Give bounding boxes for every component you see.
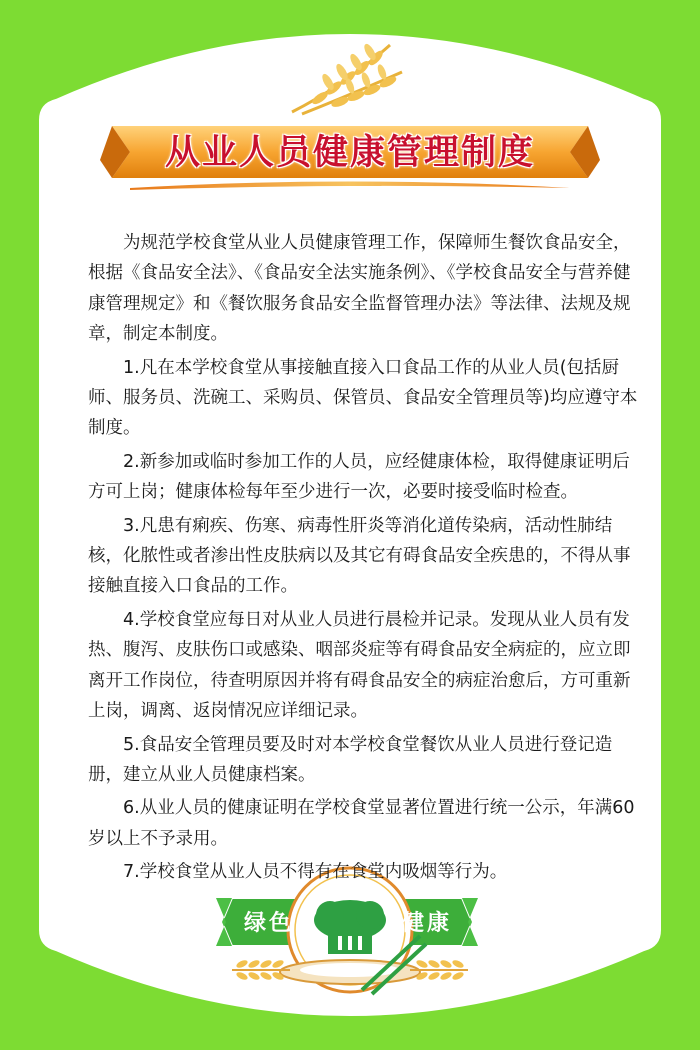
rule-item-1: 1.凡在本学校食堂从事接触直接入口食品工作的从业人员(包括厨师、服务员、洗碗工、采购员、保管员、食品安全管理员等)均应遵守本制度。	[88, 357, 638, 439]
plate-icon	[280, 960, 420, 984]
regulation-body	[88, 228, 644, 891]
rule-item-3: 3.凡患有痢疾、伤寒、病毒性肝炎等消化道传染病，活动性肺结核，化脓性或者渗出性皮肤病以及其它有碍食品安全疾患的，不得从事接触直接入口食品的工作。	[88, 515, 631, 597]
badge-label-health: 健康	[402, 911, 453, 936]
rule-item-7: 7.学校食堂从业人员不得有在食堂内吸烟等行为。	[123, 862, 508, 883]
intro-paragraph: 为规范学校食堂从业人员健康管理工作，保障师生餐饮食品安全，根据《食品安全法》、《食品安全法实施条例》、《学校食品安全与营养健康管理规定》和《餐饮服务食品安全监督管理办法》等法律、法规及规章，制定本制度。	[88, 233, 631, 345]
rule-item-5: 5.食品安全管理员要及时对本学校食堂餐饮从业人员进行登记造册，建立从业人员健康档案。	[88, 734, 613, 785]
badge-label-green: 绿色	[244, 911, 295, 936]
page-title: 从业人员健康管理制度	[164, 133, 535, 173]
rule-item-4: 4.学校食堂应每日对从业人员进行晨检并记录。发现从业人员有发热、腹泻、皮肤伤口或感染、咽部炎症等有碍食品安全病症的，应立即离开工作岗位，待查明原因并将有碍食品安全的病症治愈后，方可重新上岗，调离、返岗情况应详细记录。	[88, 609, 631, 722]
rule-item-6: 6.从业人员的健康证明在学校食堂显著位置进行统一公示，年满60岁以上不予录用。	[88, 798, 635, 849]
rule-item-2: 2.新参加或临时参加工作的人员，应经健康体检，取得健康证明后方可上岗；健康体检每年至少进行一次，必要时接受临时检查。	[88, 451, 630, 503]
